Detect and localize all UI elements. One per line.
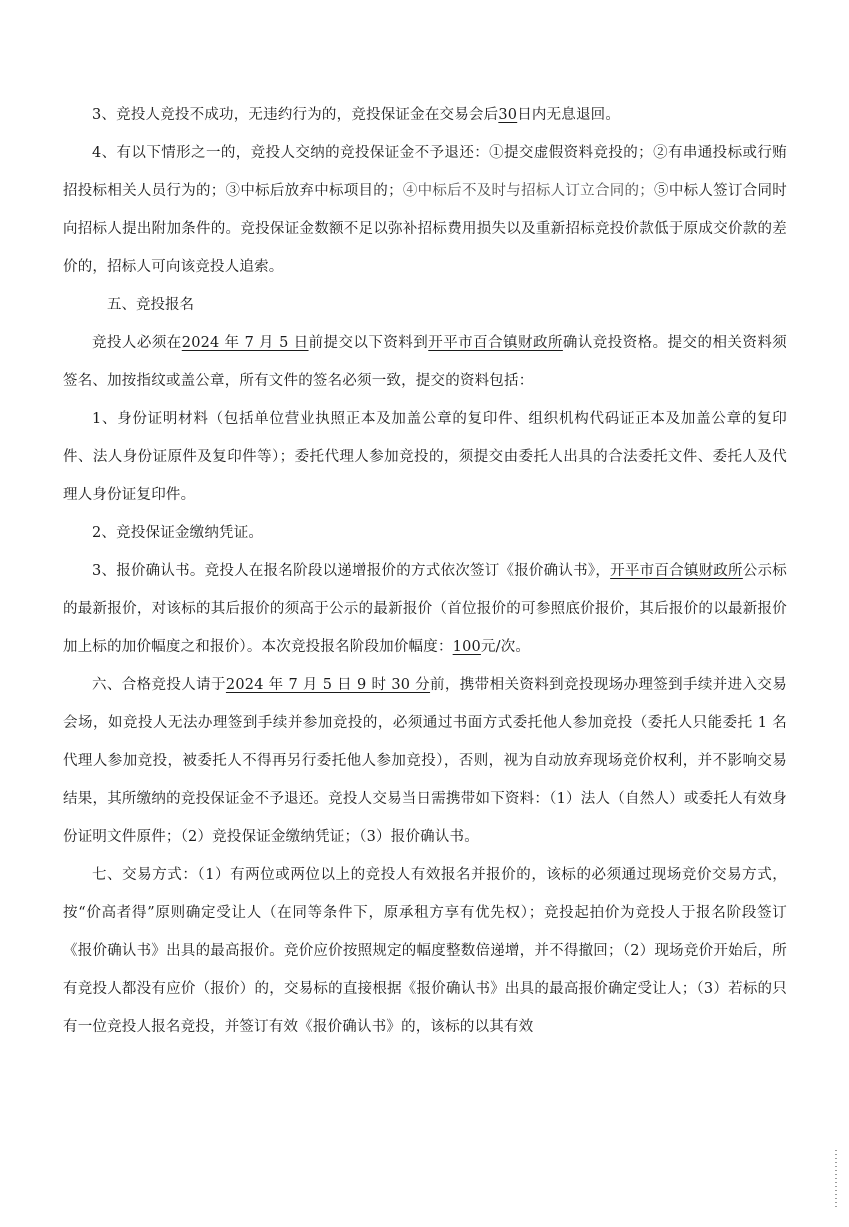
finance-office-2: 开平市百合镇财政所 — [610, 563, 743, 579]
signin-time: 2024 年 7 月 5 日 9 时 30 分 — [225, 677, 431, 693]
section-heading-registration: 五、竞投报名 — [107, 297, 194, 313]
list-item-identity: 1、身份证明材料（包括单位营业执照正本及加盖公章的复印件、组织机构代码证正本及加盖公章的复印件、法人身份证原件及复印件等）；委托代理人参加竞投的，须提交由委托人出具的合法委托文件、委托人及代理人身份证复印件。 — [63, 411, 787, 503]
finance-office: 开平市百合镇财政所 — [428, 335, 563, 351]
scan-edge-marks — [835, 1150, 837, 1210]
list-item-quote: 3、报价确认书。竞投人在报名阶段以递增报价的方式依次签订《报价确认书》，开平市百合镇财政所公示标的最新报价，对该标的其后报价的须高于公示的最新报价（首位报价的可参照底价报价，其后报价的以最新报价加上标的加价幅度之和报价）。本次竞投报名阶段加价幅度：100元/次。 — [63, 563, 787, 655]
bid-increment: 100 — [452, 639, 481, 655]
paragraph-refund: 3、竞投人竞投不成功，无违约行为的，竞投保证金在交易会后30日内无息退回。 — [92, 107, 621, 123]
paragraph-trading-method: 七、交易方式：（1）有两位或两位以上的竞投人有效报名并报价的，该标的必须通过现场竞价交易方式，按“价高者得”原则确定受让人（在同等条件下，原承租方享有优先权）；竞投起拍价为竞投人于报名阶段签订《报价确认书》出具的最高报价。竞价应价按照规定的幅度整数倍递增，并不得撤回；（2）现场竞价开始后，所有竞投人都没有应价（报价）的，交易标的直接根据《报价确认书》出具的最高报价确定受让人；（3）若标的只有一位竞投人报名竞投，并签订有效《报价确认书》的，该标的以其有效 — [63, 867, 787, 1035]
list-item-deposit: 2、竞投保证金缴纳凭证。 — [92, 525, 264, 541]
paragraph-forfeit: 4、有以下情形之一的，竞投人交纳的竞投保证金不予退还：①提交虚假资料竞投的；②有串通投标或行贿招投标相关人员行为的；③中标后放弃中标项目的；④中标后不及时与招标人订立合同的；⑤中标人签订合同时向招标人提出附加条件的。竞投保证金数额不足以弥补招标费用损失以及重新招标竞投价款低于原成交价款的差价的，招标人可向该竞投人追索。 — [63, 145, 787, 275]
refund-days: 30 — [498, 107, 518, 123]
paragraph-signin: 六、合格竞投人请于2024 年 7 月 5 日 9 时 30 分前，携带相关资料到竞投现场办理签到手续并进入交易会场，如竞投人无法办理签到手续并参加竞投的，必须通过书面方式委托他人参加竞投（委托人只能委托 1 名代理人参加竞投，被委托人不得再另行委托他人参加竞投），否则，视为自动放弃现场竞价权利，并不影响交易结果，其所缴纳的竞投保证金不予退还。竞投人交易当日需携带如下资料：（1）法人（自然人）或委托人有效身份证明文件原件；（2）竞投保证金缴纳凭证；（3）报价确认书。 — [63, 677, 787, 845]
registration-deadline: 2024 年 7 月 5 日 — [181, 335, 309, 351]
faint-text: ④中标后不及时与招标人订立合同的； — [402, 183, 654, 199]
paragraph-registration: 竞投人必须在2024 年 7 月 5 日前提交以下资料到开平市百合镇财政所确认竞投资格。提交的相关资料须签名、加按指纹或盖公章，所有文件的签名必须一致，提交的资料包括： — [63, 335, 788, 389]
